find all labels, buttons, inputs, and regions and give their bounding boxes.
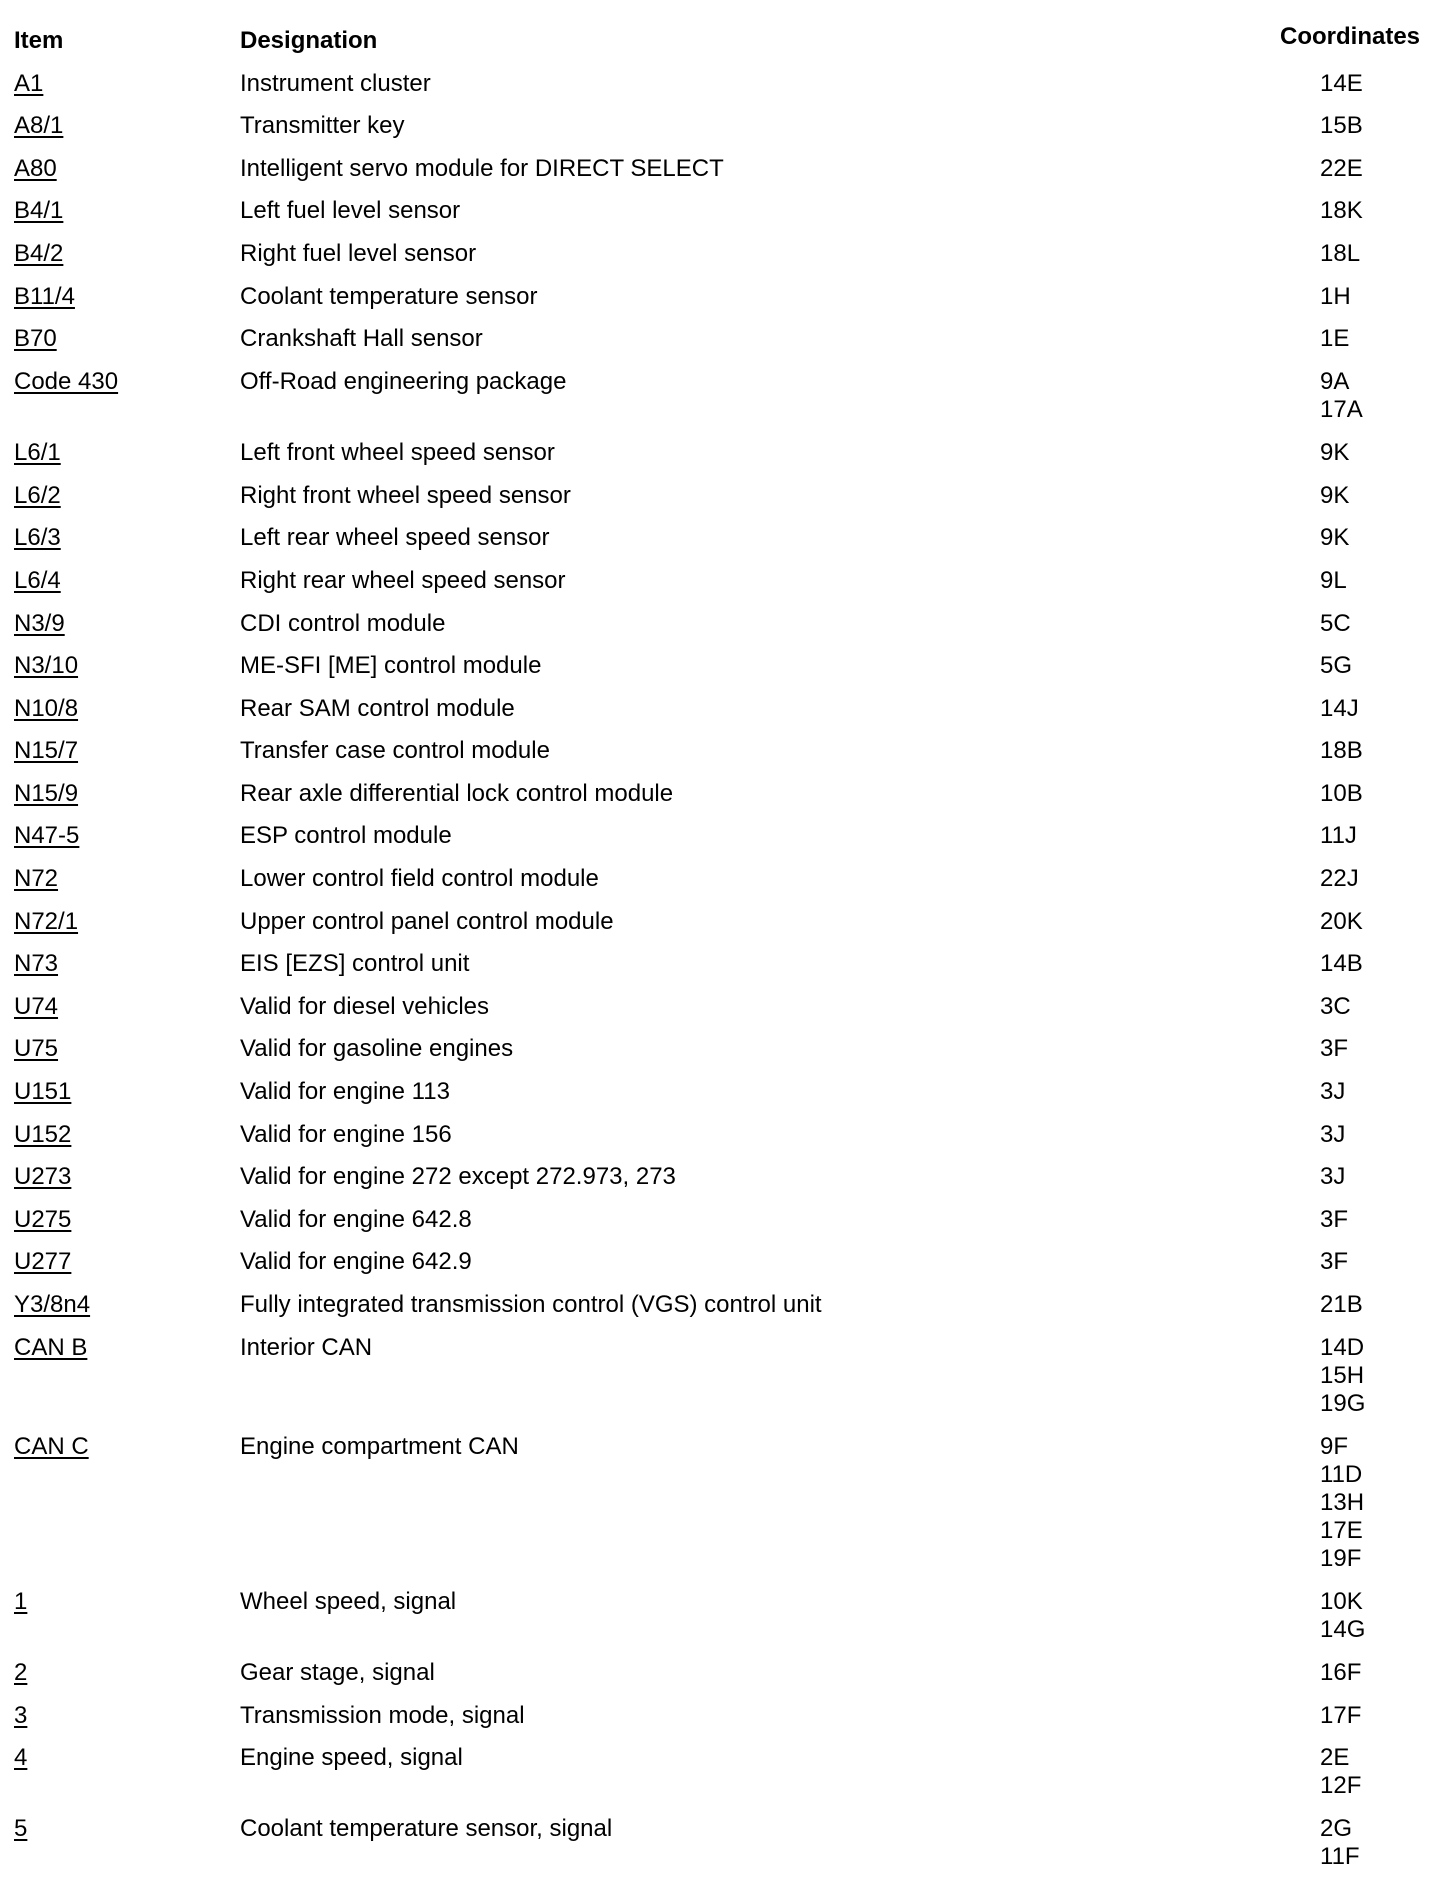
item-link[interactable]: A8/1: [14, 112, 64, 139]
designation-text: Valid for engine 113: [240, 1078, 450, 1105]
coordinate-value: 3J: [1320, 1121, 1346, 1148]
designation-text: Valid for diesel vehicles: [240, 993, 490, 1020]
item-link[interactable]: 4: [14, 1744, 28, 1771]
coordinates-cell: [1320, 368, 1363, 424]
coordinate-value: 3J: [1320, 1078, 1346, 1105]
coordinates-cell: [1320, 1815, 1360, 1871]
designation-text: Rear axle differential lock control module: [240, 780, 674, 807]
coordinates-cell: [1320, 652, 1352, 680]
coordinate-value: 13H: [1320, 1489, 1365, 1516]
coordinate-value: 15B: [1320, 112, 1363, 139]
designation-text: Coolant temperature sensor: [240, 283, 538, 310]
coordinates-cell: [1320, 610, 1351, 638]
coordinates-cell: [1320, 1206, 1348, 1234]
coordinate-value: 19G: [1320, 1390, 1366, 1417]
coordinate-value: 17F: [1320, 1702, 1362, 1729]
coordinate-value: 18K: [1320, 197, 1363, 224]
header-coordinates: Coordinates: [1280, 23, 1421, 50]
coordinate-value: 16F: [1320, 1659, 1362, 1686]
designation-text: Valid for engine 272 except 272.973, 273: [240, 1163, 676, 1190]
coordinate-value: 1E: [1320, 325, 1350, 352]
coordinate-value: 17E: [1320, 1517, 1363, 1544]
coordinates-cell: [1320, 524, 1349, 552]
designation-text: Valid for engine 642.8: [240, 1206, 472, 1233]
coordinate-value: 15H: [1320, 1362, 1365, 1389]
item-link[interactable]: U152: [14, 1121, 72, 1148]
coordinates-cell: [1320, 1291, 1363, 1319]
designation-text: Left fuel level sensor: [240, 197, 461, 224]
item-link[interactable]: U275: [14, 1206, 72, 1233]
coordinate-value: 12F: [1320, 1772, 1362, 1799]
item-link[interactable]: N15/7: [14, 737, 79, 764]
coordinate-value: 2E: [1320, 1744, 1350, 1771]
coordinate-value: 3F: [1320, 1206, 1349, 1233]
coordinates-cell: [1320, 1163, 1345, 1191]
coordinate-value: 3J: [1320, 1163, 1346, 1190]
coordinate-value: 20K: [1320, 908, 1363, 935]
designation-text: Valid for gasoline engines: [240, 1035, 514, 1062]
coordinates-cell: [1320, 1702, 1361, 1730]
designation-text: EIS [EZS] control unit: [240, 950, 470, 977]
item-link[interactable]: U277: [14, 1248, 72, 1275]
coordinates-cell: [1320, 283, 1351, 311]
coordinates-cell: [1320, 1588, 1365, 1644]
coordinates-cell: [1320, 865, 1359, 893]
designation-text: Left front wheel speed sensor: [240, 439, 555, 466]
coordinates-cell: [1320, 1433, 1364, 1573]
coordinate-value: 10B: [1320, 780, 1363, 807]
designation-text: Transmission mode, signal: [240, 1702, 525, 1729]
coordinates-cell: [1320, 695, 1359, 723]
coordinates-cell: [1320, 240, 1360, 268]
item-link[interactable]: B4/1: [14, 197, 64, 224]
coordinate-value: 11D: [1320, 1461, 1363, 1488]
designation-text: Engine compartment CAN: [240, 1433, 519, 1460]
coordinates-cell: [1320, 737, 1363, 765]
coordinate-value: 17A: [1320, 396, 1363, 423]
designation-text: Off-Road engineering package: [240, 368, 567, 395]
coordinates-cell: [1320, 1078, 1345, 1106]
item-link[interactable]: B11/4: [14, 283, 75, 310]
coordinate-value: 3F: [1320, 1035, 1349, 1062]
item-link[interactable]: N73: [14, 950, 59, 977]
coordinates-cell: [1320, 780, 1363, 808]
coordinates-cell: [1320, 908, 1363, 936]
coordinates-cell: [1320, 1334, 1365, 1418]
coordinates-cell: [1320, 1035, 1348, 1063]
item-link[interactable]: Y3/8n4: [14, 1291, 91, 1318]
coordinate-value: 18L: [1320, 240, 1361, 267]
designation-text: Fully integrated transmission control (VGS) control unit: [240, 1291, 822, 1318]
coordinates-cell: [1320, 993, 1351, 1021]
coordinate-value: 21B: [1320, 1291, 1363, 1318]
coordinates-cell: [1320, 822, 1357, 850]
coordinate-value: 18B: [1320, 737, 1363, 764]
designation-text: Intelligent servo module for DIRECT SELECT: [240, 155, 724, 182]
item-link[interactable]: Code 430: [14, 368, 119, 395]
item-link[interactable]: 1: [14, 1588, 28, 1615]
coordinate-value: 14G: [1320, 1616, 1366, 1643]
item-link[interactable]: 3: [14, 1702, 28, 1729]
item-link[interactable]: N47-5: [14, 822, 80, 849]
item-link[interactable]: N72: [14, 865, 59, 892]
item-link[interactable]: 2: [14, 1659, 28, 1686]
coordinate-value: 11F: [1320, 1843, 1360, 1870]
coordinate-value: 10K: [1320, 1588, 1363, 1615]
item-link[interactable]: A80: [14, 155, 57, 182]
designation-text: Valid for engine 156: [240, 1121, 452, 1148]
coordinate-value: 9A: [1320, 368, 1350, 395]
item-link[interactable]: N10/8: [14, 695, 79, 722]
coordinates-cell: [1320, 482, 1349, 510]
header-item: Item: [14, 27, 64, 54]
coordinate-value: 22J: [1320, 865, 1359, 892]
item-link[interactable]: L6/2: [14, 482, 61, 509]
item-link[interactable]: N72/1: [14, 908, 79, 935]
coordinate-value: 9K: [1320, 524, 1350, 551]
coordinates-cell: [1320, 1744, 1361, 1800]
coordinates-cell: [1320, 70, 1363, 98]
coordinates-cell: [1320, 325, 1349, 353]
coordinates-cell: [1320, 1121, 1345, 1149]
coordinate-value: 3F: [1320, 1248, 1349, 1275]
designation-text: Upper control panel control module: [240, 908, 614, 935]
item-link[interactable]: U75: [14, 1035, 59, 1062]
designation-text: Right front wheel speed sensor: [240, 482, 571, 509]
coordinate-value: 1H: [1320, 283, 1351, 310]
designation-text: Coolant temperature sensor, signal: [240, 1815, 613, 1842]
item-link[interactable]: CAN B: [14, 1334, 88, 1361]
coordinates-cell: [1320, 439, 1349, 467]
designation-text: Right rear wheel speed sensor: [240, 567, 566, 594]
coordinates-cell: [1320, 197, 1363, 225]
coordinate-value: 22E: [1320, 155, 1363, 182]
designation-text: Interior CAN: [240, 1334, 373, 1361]
coordinate-value: 2G: [1320, 1815, 1353, 1842]
coordinate-value: 19F: [1320, 1545, 1362, 1572]
coordinates-cell: [1320, 1659, 1361, 1687]
item-link[interactable]: N3/10: [14, 652, 79, 679]
item-link[interactable]: N3/9: [14, 610, 65, 637]
designation-text: Valid for engine 642.9: [240, 1248, 472, 1275]
item-link[interactable]: 5: [14, 1815, 28, 1842]
designation-text: Crankshaft Hall sensor: [240, 325, 483, 352]
item-link[interactable]: B4/2: [14, 240, 64, 267]
coordinate-value: 5G: [1320, 652, 1353, 679]
item-link[interactable]: U74: [14, 993, 59, 1020]
coordinates-cell: [1320, 1248, 1348, 1276]
coordinate-value: 9F: [1320, 1433, 1349, 1460]
designation-text: Transfer case control module: [240, 737, 550, 764]
designation-text: Instrument cluster: [240, 70, 431, 97]
coordinate-value: 14J: [1320, 695, 1359, 722]
item-link[interactable]: U273: [14, 1163, 72, 1190]
item-link[interactable]: B70: [14, 325, 57, 352]
coordinate-value: 9K: [1320, 439, 1350, 466]
designation-text: Engine speed, signal: [240, 1744, 463, 1771]
designation-text: CDI control module: [240, 610, 446, 637]
item-link[interactable]: N15/9: [14, 780, 79, 807]
item-link[interactable]: U151: [14, 1078, 72, 1105]
coordinate-value: 3C: [1320, 993, 1351, 1020]
designation-text: Gear stage, signal: [240, 1659, 435, 1686]
designation-text: Right fuel level sensor: [240, 240, 477, 267]
coordinate-value: 9L: [1320, 567, 1347, 594]
coordinates-cell: [1320, 155, 1363, 183]
designation-text: Lower control field control module: [240, 865, 599, 892]
item-link[interactable]: L6/1: [14, 439, 61, 466]
designation-text: Transmitter key: [240, 112, 405, 139]
coordinates-cell: [1320, 950, 1363, 978]
coordinate-value: 14B: [1320, 950, 1363, 977]
designation-text: Rear SAM control module: [240, 695, 515, 722]
item-link[interactable]: L6/4: [14, 567, 61, 594]
coordinates-cell: [1320, 567, 1347, 595]
item-link[interactable]: CAN C: [14, 1433, 89, 1460]
coordinate-value: 5C: [1320, 610, 1351, 637]
header-designation: Designation: [240, 27, 378, 54]
coordinate-value: 11J: [1320, 822, 1357, 849]
coordinate-value: 14D: [1320, 1334, 1365, 1361]
designation-text: Wheel speed, signal: [240, 1588, 457, 1615]
item-link[interactable]: A1: [14, 70, 44, 97]
coordinates-cell: [1320, 112, 1363, 140]
coordinate-value: 9K: [1320, 482, 1350, 509]
designation-text: ME-SFI [ME] control module: [240, 652, 542, 679]
designation-text: ESP control module: [240, 822, 452, 849]
item-link[interactable]: L6/3: [14, 524, 61, 551]
coordinate-value: 14E: [1320, 70, 1363, 97]
designation-text: Left rear wheel speed sensor: [240, 524, 550, 551]
